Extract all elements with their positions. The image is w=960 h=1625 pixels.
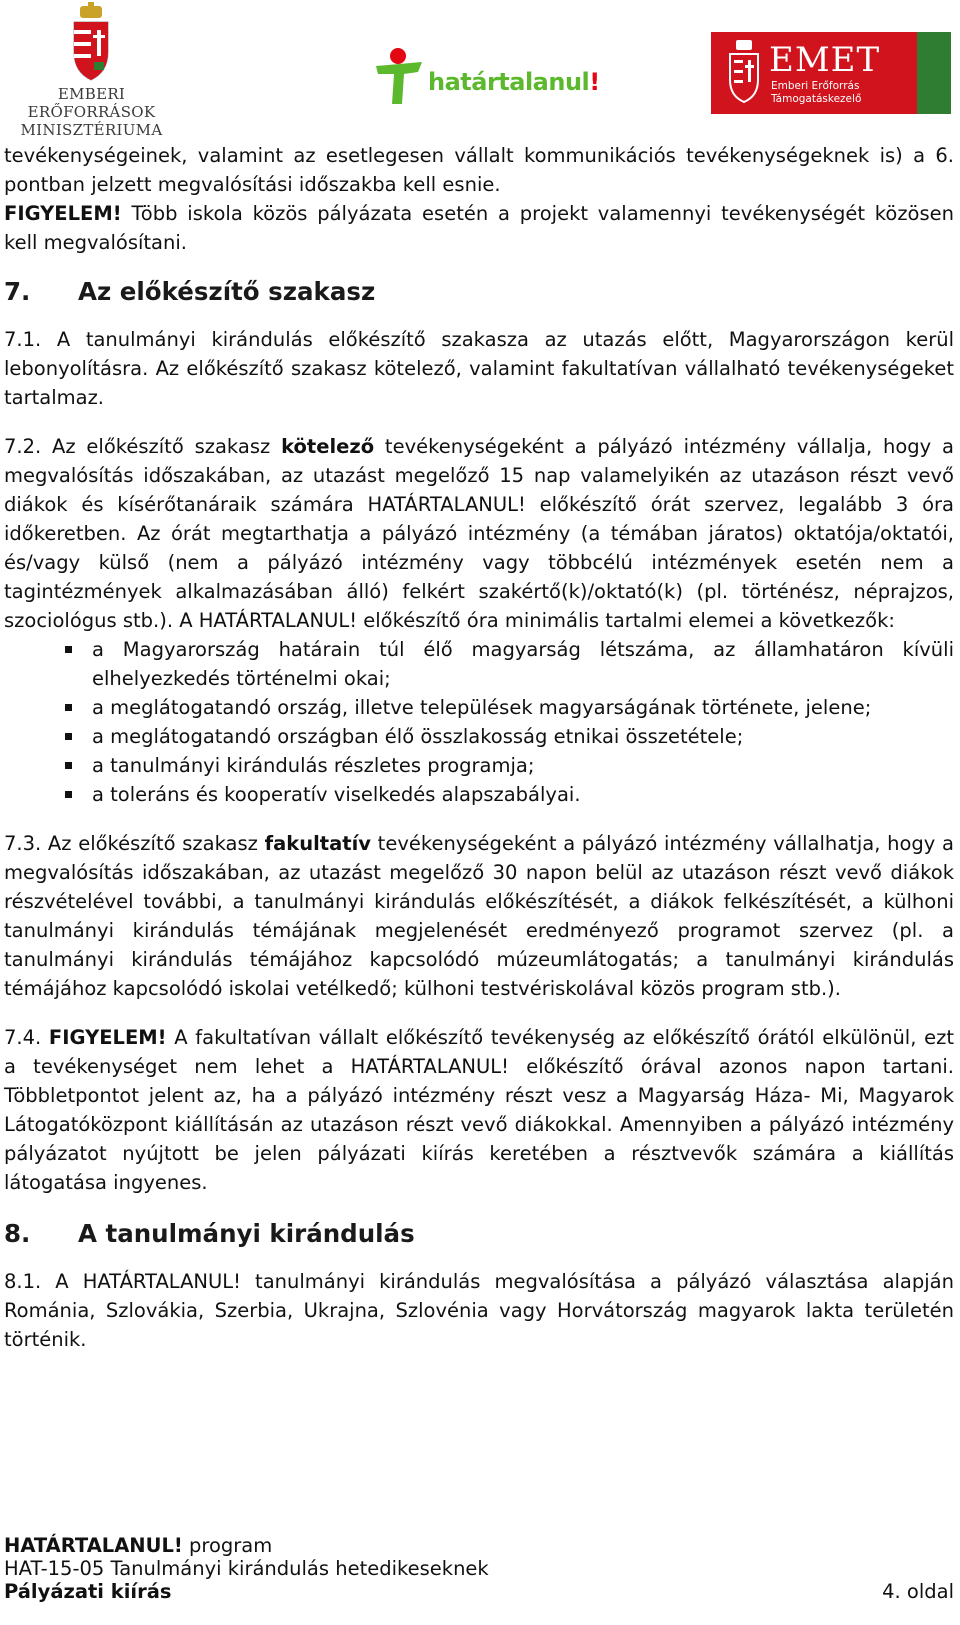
footer-program: HATÁRTALANUL! program xyxy=(4,1534,273,1557)
footer-doc-type: Pályázati kiírás xyxy=(4,1580,172,1603)
list-item: a toleráns és kooperatív viselkedés alapszabályai. xyxy=(4,780,954,809)
list-item: a tanulmányi kirándulás részletes programja; xyxy=(4,751,954,780)
emet-crest-icon xyxy=(727,40,761,104)
hatartalanul-figure-icon xyxy=(372,44,432,106)
list-item: a meglátogatandó ország, illetve települések magyarságának története, jelene; xyxy=(4,693,954,722)
paragraph-8-1: 8.1. A HATÁRTALANUL! tanulmányi kirándulás megvalósítása a pályázó választása alapján Románia, Szlovákia, Szerbia, Ukrajna, Szlovénia vagy Horvátország magyarok lakta területén történik. xyxy=(4,1270,954,1351)
hatartalanul-logo xyxy=(372,44,600,114)
paragraph-continuation: tevékenységeinek, valamint az esetlegesen vállalt kommunikációs tevékenységeknek is) a 6. pontban jelzett megvalósítási időszakba kell esnie. xyxy=(4,144,954,196)
hatartalanul-wordmark: határtalanul! xyxy=(428,68,600,96)
section-7-heading: 7. Az előkészítő szakasz xyxy=(4,277,376,306)
paragraph-7-4: 7.4. FIGYELEM! A fakultatívan vállalt előkészítő tevékenység az előkészítő órától elkülönül, ezt a tevékenységet nem lehet a HATÁRTALANUL! előkészítő órával azonos napon tartani. Többletpontot jelent az, ha a pályázó intézmény részt vesz a Magyarság Háza- Mi, Magyarok Látogatóközpont kiállításán az utazáson részt vevő diákokkal. Amennyiben a pályázó intézmény pályázatot nyújtott be jelen pályázati kiírás keretében a résztvevők számára a kiállítás látogatása ingyenes. xyxy=(4,1026,954,1194)
emet-logo xyxy=(711,32,951,114)
page-header xyxy=(0,0,960,139)
emet-green-stripe xyxy=(917,32,951,114)
hungarian-crest-icon xyxy=(66,2,116,82)
footer-call-title: HAT-15-05 Tanulmányi kirándulás hetedikeseknek xyxy=(4,1557,489,1580)
page-footer xyxy=(4,1534,954,1603)
emet-subtitle: Emberi Erőforrás Támogatáskezelő xyxy=(771,80,862,105)
emmi-logo xyxy=(4,2,179,139)
paragraph-7-1: 7.1. A tanulmányi kirándulás előkészítő szakasza az utazás előtt, Magyarországon kerül lebonyolításra. Az előkészítő szakasz kötelező, valamint fakultatívan vállalható tevékenységeket tartalmaz. xyxy=(4,328,954,409)
paragraph-7-3: 7.3. Az előkészítő szakasz fakultatív tevékenységeként a pályázó intézmény vállalhatja, hogy a megvalósítás időszakában, az utazást megelőző 30 napon belül az utazáson részt vevő diákok részvételével további, a tanulmányi kirándulás előkészítését, a diákok felkészítését, a külhoni tanulmányi kirándulás témájának megjelenését eredményező programot szervez (pl. a tanulmányi kirándulás témájához kapcsolódó múzeumlátogatás; a tanulmányi kirándulás témájához kapcsolódó iskolai vetélkedő; külhoni testvériskolával közös program stb.). xyxy=(4,832,954,1000)
emmi-text: EMBERI ERŐFORRÁSOK MINISZTÉRIUMA xyxy=(20,85,163,139)
document-body xyxy=(4,141,954,1354)
emet-title: EMET xyxy=(769,40,881,80)
paragraph-7-2: 7.2. Az előkészítő szakasz kötelező tevékenységeként a pályázó intézmény vállalja, hogy a megvalósítás időszakában, az utazást megelőző 15 nap valamelyikén az utazáson részt vevő diákok és kísérőtanáraik számára HATÁRTALANUL! előkészítő órát szervez, legalább 3 óra időkeretben. Az órát megtarthatja a pályázó intézmény (a témában járatos) oktatója/oktatói, és/vagy külső (nem a pályázó intézmény vagy többcélú intézmények esetén nem a tagintézmények alkalmazásában álló) felkért szakértő(k)/oktató(k) (pl. történész, néprajzos, szociológus stb.). A HATÁRTALANUL! előkészítő óra minimális tartalmi elemei a következők: xyxy=(4,435,954,632)
bullet-list xyxy=(4,635,954,809)
list-item: a Magyarország határain túl élő magyarság létszáma, az államhatáron kívüli elhelyezkedés történelmi okai; xyxy=(4,635,954,693)
list-item: a meglátogatandó országban élő összlakosság etnikai összetétele; xyxy=(4,722,954,751)
paragraph-figyelem: FIGYELEM! Több iskola közös pályázata esetén a projekt valamennyi tevékenységét közösen kell megvalósítani. xyxy=(4,202,954,254)
section-8-heading: 8. A tanulmányi kirándulás xyxy=(4,1219,415,1248)
page-number: 4. oldal xyxy=(882,1580,954,1603)
